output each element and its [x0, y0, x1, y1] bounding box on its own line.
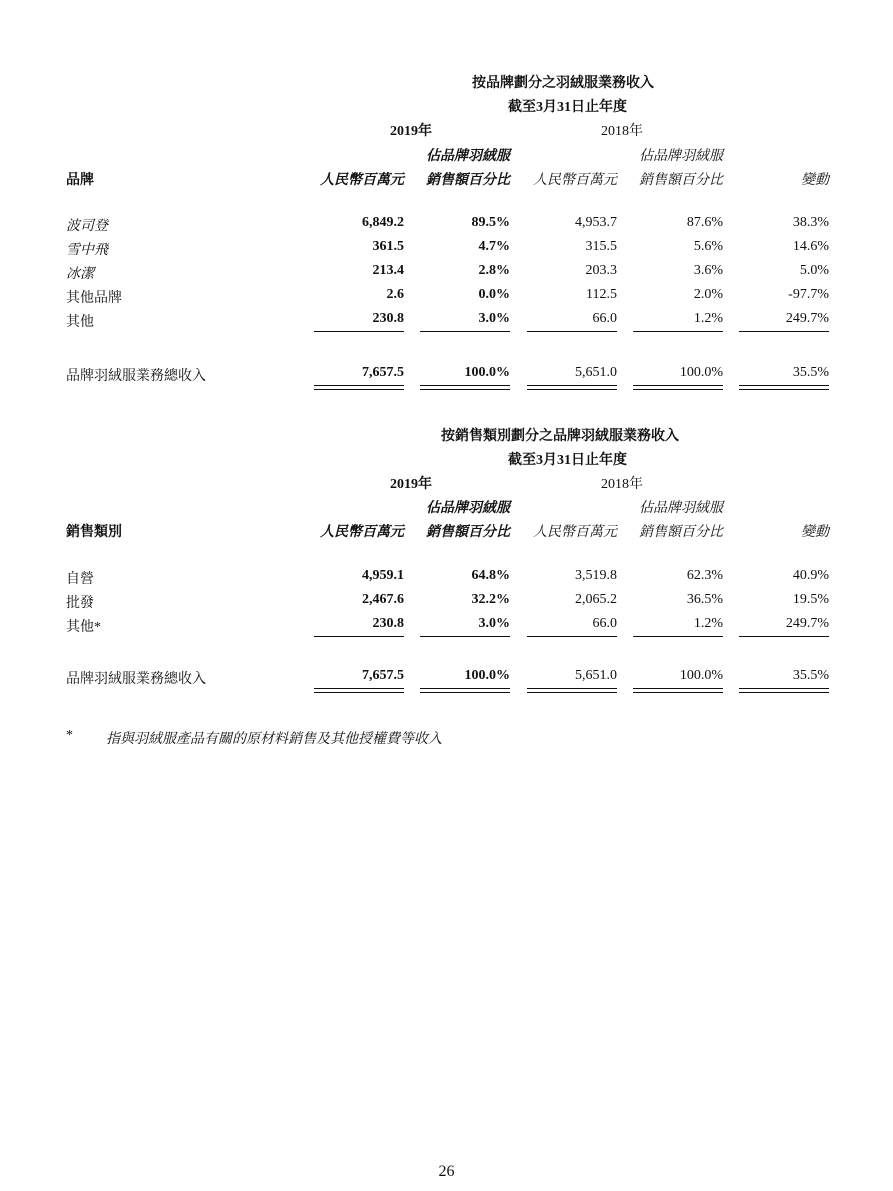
total-double-rule	[420, 688, 510, 693]
table-row	[0, 616, 893, 636]
change: 14.6%	[792, 239, 829, 254]
rmb-2018: 3,519.8	[575, 568, 617, 583]
rmb-2018: 315.5	[585, 239, 617, 254]
row-label: 其他品牌	[66, 291, 122, 306]
pct-2018: 1.2%	[693, 311, 723, 326]
table-row	[0, 592, 893, 612]
table-period: 截至3月31日止年度	[508, 100, 627, 115]
rmb-2019: 6,849.2	[362, 215, 404, 230]
table-row	[0, 263, 893, 283]
change: 249.7%	[785, 616, 829, 631]
rmb-2018: 203.3	[585, 263, 617, 278]
subtotal-rule	[314, 636, 404, 637]
change: 19.5%	[792, 592, 829, 607]
total-double-rule	[420, 385, 510, 390]
rmb-2019: 2,467.6	[362, 592, 404, 607]
subtotal-rule	[527, 636, 617, 637]
total-double-rule	[314, 385, 404, 390]
col-label-header: 銷售類別	[66, 525, 122, 540]
col-pct-prior-line2: 銷售額百分比	[639, 173, 723, 188]
change: 35.5%	[792, 668, 829, 683]
col-rmb-current: 人民幣百萬元	[320, 525, 404, 540]
rmb-2018: 66.0	[592, 616, 617, 631]
change: 40.9%	[792, 568, 829, 583]
pct-2018: 5.6%	[693, 239, 723, 254]
row-label: 批發	[66, 596, 94, 611]
pct-2019: 32.2%	[471, 592, 510, 607]
table-row	[0, 311, 893, 331]
total-row	[0, 668, 893, 688]
pct-2019: 89.5%	[471, 215, 510, 230]
pct-2019: 100.0%	[464, 365, 510, 380]
pct-2019: 2.8%	[478, 263, 510, 278]
total-double-rule	[633, 688, 723, 693]
subtotal-rule	[739, 636, 829, 637]
pct-2019: 3.0%	[478, 616, 510, 631]
table-title: 按品牌劃分之羽絨服業務收入	[472, 76, 654, 91]
total-double-rule	[314, 688, 404, 693]
total-double-rule	[527, 385, 617, 390]
pct-2018: 2.0%	[693, 287, 723, 302]
change: 35.5%	[792, 365, 829, 380]
pct-2018: 87.6%	[686, 215, 723, 230]
col-pct-current-line1: 佔品牌羽絨服	[426, 501, 510, 516]
col-pct-current-line2: 銷售額百分比	[426, 525, 510, 540]
col-pct-current-line1: 佔品牌羽絨服	[426, 149, 510, 164]
pct-2018: 3.6%	[693, 263, 723, 278]
pct-2018: 100.0%	[679, 668, 723, 683]
rmb-2018: 2,065.2	[575, 592, 617, 607]
footnote-marker: *	[66, 728, 73, 743]
table-title: 按銷售類別劃分之品牌羽絨服業務收入	[441, 429, 679, 444]
rmb-2018: 66.0	[592, 311, 617, 326]
footnote-text: 指與羽絨服產品有關的原材料銷售及其他授權費等收入	[106, 732, 442, 747]
year-prior-header: 2018年	[601, 477, 643, 492]
col-change: 變動	[801, 173, 829, 188]
col-pct-prior-line1: 佔品牌羽絨服	[639, 501, 723, 516]
rmb-2019: 230.8	[372, 311, 404, 326]
col-rmb-prior: 人民幣百萬元	[533, 173, 617, 188]
rmb-2018: 5,651.0	[575, 365, 617, 380]
col-rmb-prior: 人民幣百萬元	[533, 525, 617, 540]
col-pct-current-line2: 銷售額百分比	[426, 173, 510, 188]
change: 249.7%	[785, 311, 829, 326]
pct-2019: 4.7%	[478, 239, 510, 254]
table-row	[0, 287, 893, 307]
change: -97.7%	[788, 287, 829, 302]
page-number: 26	[438, 1163, 455, 1180]
total-row	[0, 365, 893, 385]
pct-2019: 64.8%	[471, 568, 510, 583]
table-row	[0, 239, 893, 259]
total-label: 品牌羽絨服業務總收入	[66, 672, 206, 687]
col-change: 變動	[801, 525, 829, 540]
total-double-rule	[739, 385, 829, 390]
rmb-2019: 7,657.5	[362, 365, 404, 380]
row-label: 波司登	[66, 219, 108, 234]
rmb-2018: 112.5	[586, 287, 617, 302]
subtotal-rule	[633, 331, 723, 332]
row-label: 雪中飛	[66, 243, 108, 258]
row-label: 冰潔	[66, 267, 94, 282]
subtotal-rule	[420, 636, 510, 637]
col-pct-prior-line2: 銷售額百分比	[639, 525, 723, 540]
pct-2018: 62.3%	[686, 568, 723, 583]
pct-2019: 3.0%	[478, 311, 510, 326]
rmb-2019: 213.4	[372, 263, 404, 278]
rmb-2019: 4,959.1	[362, 568, 404, 583]
col-pct-prior-line1: 佔品牌羽絨服	[639, 149, 723, 164]
col-label-header: 品牌	[66, 173, 94, 188]
total-label: 品牌羽絨服業務總收入	[66, 369, 206, 384]
table-row	[0, 568, 893, 588]
row-label: 其他*	[66, 620, 101, 635]
subtotal-rule	[633, 636, 723, 637]
total-double-rule	[739, 688, 829, 693]
rmb-2019: 230.8	[372, 616, 404, 631]
pct-2018: 36.5%	[686, 592, 723, 607]
row-label: 其他	[66, 315, 94, 330]
subtotal-rule	[420, 331, 510, 332]
change: 38.3%	[792, 215, 829, 230]
col-rmb-current: 人民幣百萬元	[320, 173, 404, 188]
total-double-rule	[527, 688, 617, 693]
rmb-2019: 361.5	[372, 239, 404, 254]
pct-2018: 100.0%	[679, 365, 723, 380]
change: 5.0%	[799, 263, 829, 278]
year-current-header: 2019年	[390, 477, 432, 492]
rmb-2019: 7,657.5	[362, 668, 404, 683]
subtotal-rule	[739, 331, 829, 332]
table-period: 截至3月31日止年度	[508, 453, 627, 468]
rmb-2019: 2.6	[386, 287, 404, 302]
pct-2019: 0.0%	[478, 287, 510, 302]
subtotal-rule	[314, 331, 404, 332]
rmb-2018: 4,953.7	[575, 215, 617, 230]
pct-2018: 1.2%	[693, 616, 723, 631]
year-current-header: 2019年	[390, 124, 432, 139]
table-row	[0, 215, 893, 235]
row-label: 自營	[66, 572, 94, 587]
pct-2019: 100.0%	[464, 668, 510, 683]
subtotal-rule	[527, 331, 617, 332]
rmb-2018: 5,651.0	[575, 668, 617, 683]
total-double-rule	[633, 385, 723, 390]
year-prior-header: 2018年	[601, 124, 643, 139]
